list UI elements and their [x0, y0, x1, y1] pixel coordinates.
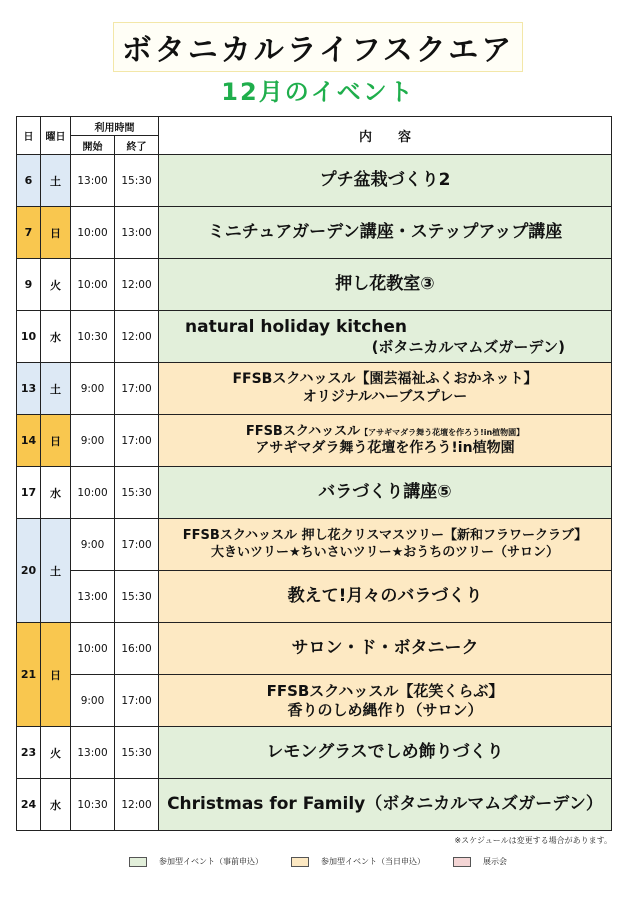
col-header-day: 日 [17, 117, 41, 155]
event-organizer: (ボタニカルマムズガーデン) [371, 337, 565, 356]
end-time-cell: 13:00 [115, 207, 159, 259]
event-title: プチ盆栽づくり2 [319, 169, 451, 190]
event-content [159, 727, 612, 779]
day-cell: 17 [17, 467, 41, 519]
weekday-cell: 火 [41, 259, 71, 311]
start-time-cell: 10:30 [71, 779, 115, 831]
end-time-cell: 17:00 [115, 363, 159, 415]
table-row [17, 675, 612, 727]
day-cell: 21 [17, 623, 41, 727]
event-content [159, 779, 612, 831]
legend [0, 856, 636, 867]
table-row [17, 467, 612, 519]
col-header-start: 開始 [71, 136, 115, 155]
event-title: バラづくり講座⑤ [318, 481, 452, 502]
day-cell: 24 [17, 779, 41, 831]
col-header-weekday: 曜日 [41, 117, 71, 155]
start-time-cell: 13:00 [71, 155, 115, 207]
weekday-cell: 土 [41, 519, 71, 623]
legend-label: 展示会 [483, 857, 507, 866]
event-title: 押し花教室③ [335, 273, 435, 294]
event-subtitle: アサギマダラ舞う花壇を作ろう!in植物園 [255, 439, 515, 456]
weekday-cell: 火 [41, 727, 71, 779]
legend-item [291, 856, 425, 867]
table-row [17, 207, 612, 259]
start-time-cell: 10:00 [71, 623, 115, 675]
legend-label: 参加型イベント（当日申込） [321, 857, 425, 866]
event-title: FFSBスクハッスル【園芸福祉ふくおかネット】 [232, 371, 538, 387]
event-content [159, 571, 612, 623]
table-row [17, 259, 612, 311]
legend-item [129, 856, 263, 867]
event-content [159, 415, 612, 467]
table-row [17, 623, 612, 675]
event-content [159, 155, 612, 207]
event-title: サロン・ド・ボタニーク [291, 637, 479, 658]
table-row [17, 311, 612, 363]
event-content [159, 467, 612, 519]
event-content [159, 311, 612, 363]
col-header-time-group: 利用時間 [71, 117, 159, 136]
event-title: FFSBスクハッスル【アサギマダラ舞う花壇を作ろう!in植物園】 [245, 423, 525, 439]
end-time-cell: 15:30 [115, 727, 159, 779]
event-content [159, 675, 612, 727]
table-row [17, 363, 612, 415]
event-title: レモングラスでしめ飾りづくり [266, 741, 504, 762]
weekday-cell: 水 [41, 467, 71, 519]
start-time-cell: 10:00 [71, 467, 115, 519]
event-title: FFSBスクハッスル 押し花クリスマスツリー【新和フラワークラブ】 [182, 528, 588, 544]
weekday-cell: 水 [41, 311, 71, 363]
start-time-cell: 10:30 [71, 311, 115, 363]
table-row [17, 415, 612, 467]
end-time-cell: 17:00 [115, 415, 159, 467]
event-subtitle: オリジナルハーブスプレー [302, 388, 468, 405]
event-subtitle: 大きいツリー★ちいさいツリー★おうちのツリー（サロン） [210, 544, 560, 560]
end-time-cell: 15:30 [115, 571, 159, 623]
legend-swatch [453, 857, 471, 867]
weekday-cell: 水 [41, 779, 71, 831]
start-time-cell: 9:00 [71, 675, 115, 727]
event-subtitle: 香りのしめ縄作り（サロン） [287, 700, 483, 719]
end-time-cell: 12:00 [115, 311, 159, 363]
start-time-cell: 9:00 [71, 363, 115, 415]
event-content [159, 207, 612, 259]
page-subtitle: 12月のイベント [221, 78, 415, 106]
end-time-cell: 16:00 [115, 623, 159, 675]
legend-label: 参加型イベント（事前申込） [159, 857, 263, 866]
event-content [159, 363, 612, 415]
col-header-content: 内 容 [159, 117, 612, 155]
event-title: natural holiday kitchen [185, 316, 408, 337]
day-cell: 20 [17, 519, 41, 623]
event-title: ミニチュアガーデン講座・ステップアップ講座 [207, 221, 563, 242]
event-title: 教えて!月々のバラづくり [287, 585, 483, 606]
start-time-cell: 9:00 [71, 415, 115, 467]
table-row [17, 779, 612, 831]
event-content [159, 519, 612, 571]
weekday-cell: 土 [41, 363, 71, 415]
event-content [159, 623, 612, 675]
table-row [17, 571, 612, 623]
event-title: Christmas for Family（ボタニカルマムズガーデン） [167, 793, 603, 814]
end-time-cell: 17:00 [115, 519, 159, 571]
weekday-cell: 日 [41, 623, 71, 727]
table-row [17, 519, 612, 571]
end-time-cell: 15:30 [115, 467, 159, 519]
start-time-cell: 10:00 [71, 207, 115, 259]
legend-item [453, 856, 507, 867]
day-cell: 10 [17, 311, 41, 363]
day-cell: 13 [17, 363, 41, 415]
day-cell: 9 [17, 259, 41, 311]
table-row [17, 155, 612, 207]
page-title: ボタニカルライフスクエア [113, 22, 523, 72]
day-cell: 6 [17, 155, 41, 207]
header [0, 22, 636, 72]
day-cell: 7 [17, 207, 41, 259]
weekday-cell: 土 [41, 155, 71, 207]
day-cell: 23 [17, 727, 41, 779]
start-time-cell: 13:00 [71, 727, 115, 779]
day-cell: 14 [17, 415, 41, 467]
end-time-cell: 12:00 [115, 779, 159, 831]
event-title-note: 【アサギマダラ舞う花壇を作ろう!in植物園】 [360, 427, 525, 437]
end-time-cell: 17:00 [115, 675, 159, 727]
schedule-note: ※スケジュールは変更する場合があります。 [454, 836, 612, 845]
schedule-table [16, 116, 612, 831]
legend-swatch [291, 857, 309, 867]
legend-swatch [129, 857, 147, 867]
table-row [17, 727, 612, 779]
end-time-cell: 15:30 [115, 155, 159, 207]
weekday-cell: 日 [41, 415, 71, 467]
weekday-cell: 日 [41, 207, 71, 259]
start-time-cell: 10:00 [71, 259, 115, 311]
start-time-cell: 9:00 [71, 519, 115, 571]
start-time-cell: 13:00 [71, 571, 115, 623]
event-content [159, 259, 612, 311]
col-header-end: 終了 [115, 136, 159, 155]
end-time-cell: 12:00 [115, 259, 159, 311]
event-title: FFSBスクハッスル【花笑くらぶ】 [266, 681, 504, 700]
